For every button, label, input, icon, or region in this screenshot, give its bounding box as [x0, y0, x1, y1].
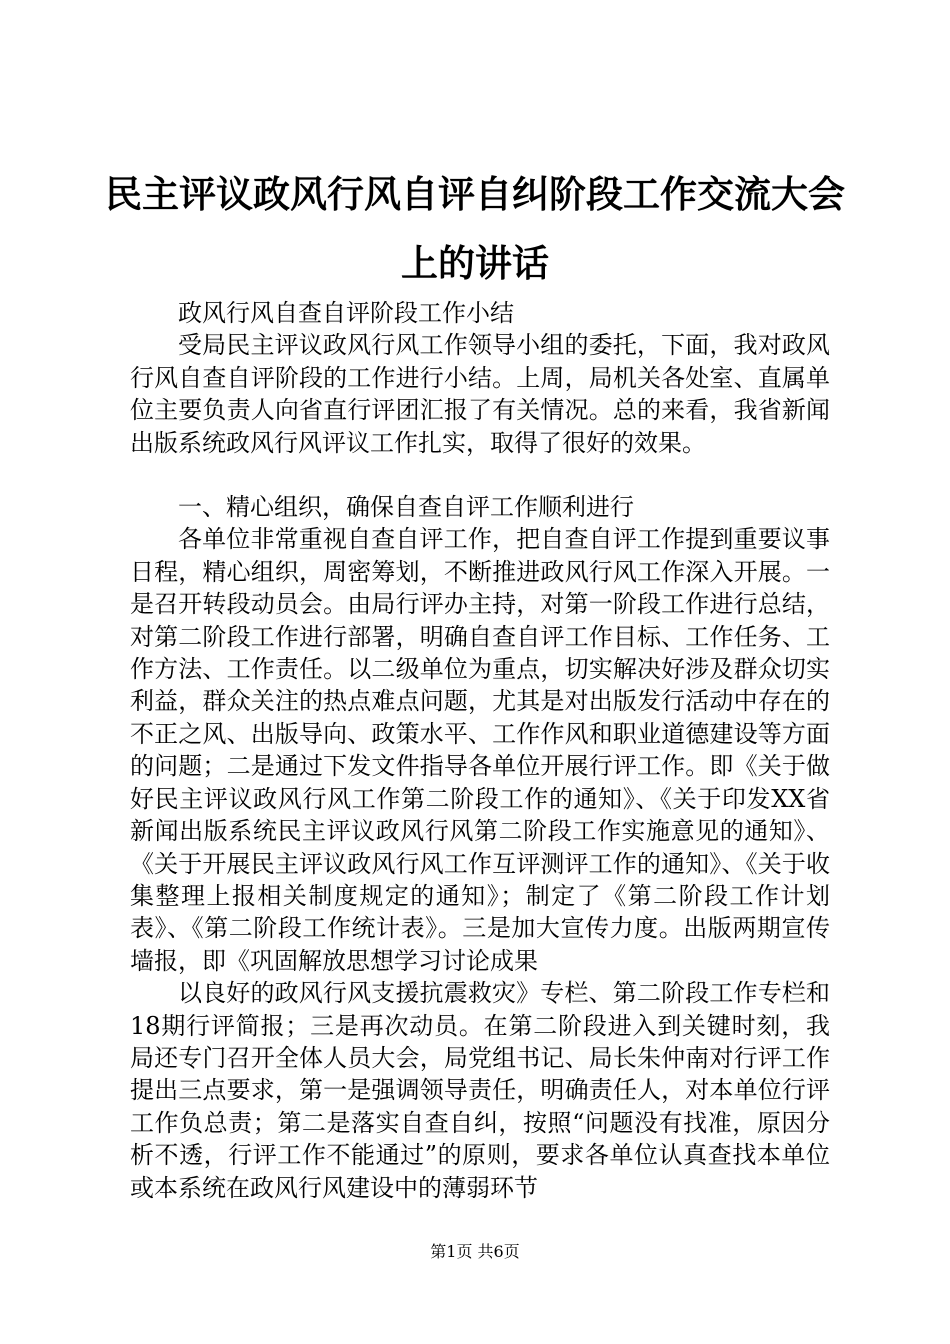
section-subtitle: 政风行风自查自评阶段工作小结: [178, 299, 514, 327]
page-footer: 第1页 共6页: [430, 1242, 520, 1261]
document-title: 民主评议政风行风自评自纠阶段工作交流大会上的讲话: [105, 172, 845, 285]
body-paragraph: 以良好的政风行风支援抗震救灾》专栏、第二阶段工作专栏和18期行评简报；三是再次动员。在第二阶段进入到关键时刻，我局还专门召开全体人员大会，局党组书记、局长朱仲南对行评工作提出三点要求，第一是强调领导责任，明确责任人，对本单位行评工作负总责；第二是落实自查自纠，按照“问题没有找准，原因分析不透，行评工作不能通过”的原则，要求各单位认真查找本单位或本系统在政风行风建设中的薄弱环节: [130, 979, 830, 1202]
body-paragraph: 各单位非常重视自查自评工作，把自查自评工作提到重要议事日程，精心组织，周密筹划，不断推进政风行风工作深入开展。一是召开转段动员会。由局行评办主持，对第一阶段工作进行总结，对第二阶段工作进行部署，明确自查自评工作目标、工作任务、工作方法、工作责任。以二级单位为重点，切实解决好涉及群众切实利益，群众关注的热点难点问题，尤其是对出版发行活动中存在的不正之风、出版导向、政策水平、工作作风和职业道德建设等方面的问题；二是通过下发文件指导各单位开展行评工作。即《关于做好民主评议政风行风工作第二阶段工作的通知》、《关于印发XX省新闻出版系统民主评议政风行风第二阶段工作实施意见的通知》、《关于开展民主评议政风行风工作互评测评工作的通知》、《关于收集整理上报相关制度规定的通知》；制定了《第二阶段工作计划表》、《第二阶段工作统计表》。三是加大宣传力度。出版两期宣传墙报，即《巩固解放思想学习讨论成果: [130, 525, 830, 975]
document-body: [130, 297, 830, 1204]
body-paragraph: 受局民主评议政风行风工作领导小组的委托，下面，我对政风行风自查自评阶段的工作进行小结。上周，局机关各处室、直属单位主要负责人向省直行评团汇报了有关情况。总的来看，我省新闻出版系统政风行风评议工作扎实，取得了很好的效果。: [130, 331, 830, 457]
section-heading: 一、精心组织，确保自查自评工作顺利进行: [178, 493, 634, 522]
